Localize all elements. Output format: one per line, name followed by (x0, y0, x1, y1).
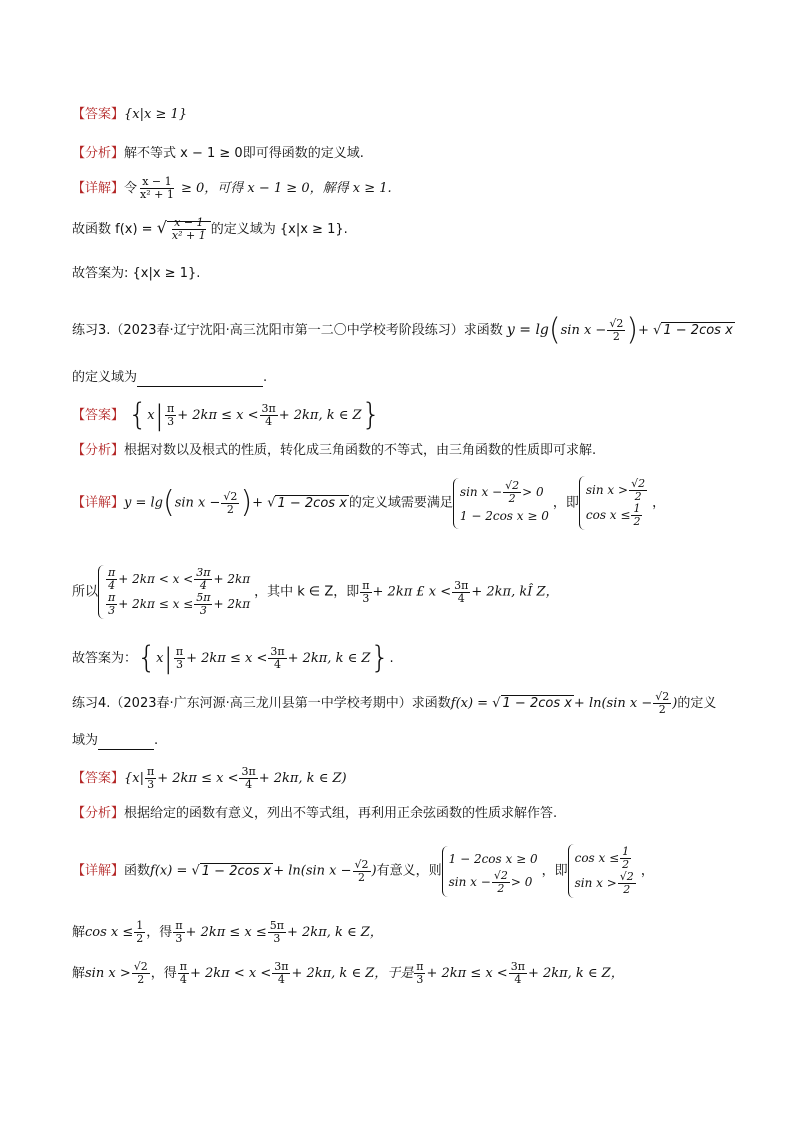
exercise-4-title-text: 练习4.（2023春·广东河源·高三龙川县第一中学校考期中）求函数 (72, 696, 451, 711)
numerator: π (362, 578, 370, 592)
inequality-system-3 (98, 565, 254, 619)
inequality-system-4a (442, 846, 542, 897)
solve-f: + 2kπ, k ∈ Z， (527, 966, 624, 981)
detail-then: ，即 (541, 863, 568, 879)
denominator: 3 (176, 658, 183, 671)
denominator: 2 (634, 490, 642, 503)
numerator: π (179, 960, 187, 973)
paren-open: ( (548, 312, 561, 348)
denominator: 3 (416, 973, 424, 986)
detail-line-4: 【详解】函数f(x) = √ 1 − 2cos x + ln(sin x − $\frac{√2}{2}$ )有意义，则 1 − 2cos x ≥ 0 sin x − $\frac{√2}{2}$ > 0 ，即 cos x ≤ $\frac{1}{2}$ sin x > $\frac{√2}{2}$ ， (72, 845, 654, 896)
solve-a: sin x > (85, 966, 131, 981)
solve-e: + 2kπ ≤ x < (426, 966, 508, 981)
numerator: 3π (510, 960, 525, 973)
numerator: x − 1 (174, 216, 204, 229)
exercise-4-line2 (72, 732, 158, 750)
answer-tag: 【答案】 (72, 408, 125, 423)
func-sin: sin x − (560, 323, 607, 338)
numerator: π (416, 960, 424, 973)
sys-row: cos x ≤ (585, 508, 631, 522)
numerator: 3π (274, 960, 289, 973)
answer-blank (98, 737, 154, 750)
plus: + (252, 495, 268, 511)
solve-line-1 (72, 920, 383, 945)
denominator: 2 (136, 932, 144, 945)
exercise-4-line2-text: 域为 (72, 733, 99, 748)
detail-tag: 【详解】 (72, 181, 125, 196)
numerator: 3π (196, 566, 211, 579)
detail-pre: 函数 (124, 863, 151, 879)
answer-tag: 【答案】 (72, 107, 125, 122)
exercise-3-title (72, 312, 735, 348)
set-end: + 2kπ, k ∈ Z (287, 651, 371, 666)
numerator: 1 (136, 919, 144, 932)
exercise-3-line2-text: 的定义域为 (72, 370, 138, 385)
denominator: x² + 1 (171, 229, 206, 242)
comma: ， (652, 495, 666, 511)
numerator: x − 1 (142, 175, 172, 188)
denominator: 3 (108, 604, 116, 617)
analysis-tag: 【分析】 (72, 806, 125, 821)
numerator: 5π (269, 919, 285, 932)
paren-close: ) (672, 696, 678, 711)
solve-c: + 2kπ < x < (189, 966, 272, 981)
numerator: 3π (270, 645, 285, 658)
sys-row: sin x − (448, 874, 491, 889)
solve-b: ，得 (146, 925, 173, 940)
denominator: 3 (362, 591, 370, 605)
exercise-4-title: 练习4.（2023春·广东河源·高三龙川县第一中学校考期中）求函数f(x) = √ 1 − 2cos x + ln(sin x − $\frac{√2}{2}$ )的定义 (72, 690, 717, 716)
analysis-text: 根据对数以及根式的性质，转化成三角函数的不等式，由三角函数的性质即可求解. (124, 443, 597, 458)
sys-row: + 2kπ ≤ x ≤ (118, 597, 194, 611)
detail-line-1 (72, 176, 392, 201)
period: . (389, 651, 394, 666)
func-sin: sin x − (174, 495, 221, 511)
denominator: 2 (623, 883, 631, 896)
numerator: √2 (505, 478, 520, 492)
exercise-3-title-text: 练习3.（2023春·辽宁沈阳·高三沈阳市第一二〇中学校考阶段练习）求函数 (72, 323, 503, 338)
sqrt-body: 1 − 2cos x (277, 495, 347, 511)
solve-line-2 (72, 961, 624, 986)
analysis-line-3 (72, 442, 596, 460)
numerator: 1 (622, 845, 630, 858)
so-text: 所以 (72, 584, 99, 600)
sys-row: 1 − 2cos x ≥ 0 (459, 508, 549, 523)
fraction (138, 176, 176, 201)
sys-row: 1 − 2cos x ≥ 0 (448, 851, 538, 866)
where-text: ，其中 k ∈ Z，即 (254, 584, 360, 600)
numerator: √2 (133, 960, 148, 973)
sqrt-body: 1 − 2cos x (201, 863, 272, 879)
inequality-system-4b (568, 844, 641, 898)
solve-b: ，得 (150, 966, 177, 981)
denominator: 2 (658, 703, 666, 716)
numerator: √2 (223, 489, 238, 503)
analysis-tag: 【分析】 (72, 146, 125, 161)
func-lg: y = lg (506, 322, 549, 338)
numerator: 5π (196, 591, 211, 604)
inequality-system-1 (453, 478, 553, 529)
sqrt-sign: √ (156, 218, 167, 237)
numerator: π (167, 402, 175, 415)
denominator: 4 (245, 778, 253, 791)
answer-line-1 (72, 106, 187, 124)
answer-tag: 【答案】 (72, 771, 125, 786)
domain-line-1 (72, 217, 348, 242)
denominator: 4 (277, 973, 285, 986)
numerator: 3π (241, 765, 256, 778)
denominator: 3 (199, 604, 207, 617)
numerator: √2 (655, 690, 670, 703)
func-lg: y = lg (124, 495, 163, 511)
result-mid: + 2kπ £ x < (372, 584, 452, 600)
detail-mid: 有意义，则 (376, 863, 442, 879)
domain-text-post: 的定义域为 {x|x ≥ 1}. (210, 222, 348, 237)
sys-row: sin x > (585, 483, 629, 497)
sys-row: sin x > (574, 876, 617, 890)
denominator: 2 (612, 330, 620, 343)
detail-text: 令 (124, 181, 138, 196)
solve-c: + 2kπ ≤ x ≤ (185, 925, 267, 940)
bar: | (154, 398, 165, 432)
detail-math: ≥ 0，可得 x − 1 ≥ 0，解得 x ≥ 1. (176, 181, 392, 196)
sys-row: sin x − (459, 484, 503, 499)
sqrt-body: 1 − 2cos x (663, 323, 733, 338)
answer-end: + 2kπ, k ∈ Z (278, 408, 362, 423)
answer-start: {x| (124, 771, 144, 786)
title-end: 的定义 (677, 696, 717, 711)
detail-tag: 【详解】 (72, 495, 125, 511)
solve-d: + 2kπ, k ∈ Z， (287, 925, 383, 940)
denominator: 4 (108, 579, 116, 592)
analysis-line-4 (72, 805, 557, 823)
sqrt-body: 1 − 2cos x (502, 696, 572, 711)
detail-mid: 的定义域需要满足 (348, 495, 453, 511)
func-f: f(x) = (150, 863, 188, 879)
solve-pre: 解 (72, 966, 86, 981)
numerator: π (175, 919, 183, 932)
answer-end: + 2kπ, k ∈ Z) (258, 771, 347, 786)
numerator: 3π (261, 402, 276, 415)
solve-a: cos x ≤ (85, 925, 134, 940)
conclusion-text: 故答案为: {x|x ≥ 1}. (72, 266, 201, 281)
conclusion-line-3: 故答案为：{x| $\frac{\pi}{3}$ + 2kπ ≤ x < $\frac{3\pi}{4}$ + 2kπ, k ∈ Z}. (72, 640, 394, 676)
denominator: 3 (147, 778, 155, 791)
sys-row: > 0 (522, 484, 544, 499)
inequality-system-2 (579, 476, 652, 530)
analysis-text: 根据给定的函数有意义，列出不等式组，再利用正余弦函数的性质求解作答. (124, 806, 558, 821)
analysis-text: 解不等式 x − 1 ≥ 0即可得函数的定义域. (124, 146, 364, 161)
numerator: π (147, 765, 155, 778)
set-mid: + 2kπ ≤ x < (186, 651, 268, 666)
conclusion-line-1 (72, 265, 200, 283)
denominator: 2 (508, 491, 516, 505)
comma: ， (640, 863, 654, 879)
analysis-tag: 【分析】 (72, 443, 125, 458)
sqrt-sign: √ (653, 323, 662, 338)
result-end: + 2kπ, kÎ Z， (471, 584, 559, 600)
answer-blank (137, 374, 263, 387)
answer-mid: + 2kπ ≤ x < (157, 771, 239, 786)
denominator: 4 (179, 973, 187, 986)
sqrt-body (167, 216, 211, 242)
denominator: 4 (514, 973, 522, 986)
brace-open: { (128, 397, 148, 433)
detail-tag: 【详解】 (72, 863, 125, 879)
denominator: x² + 1 (140, 188, 174, 201)
sys-row: cos x ≤ (574, 851, 620, 865)
denominator: 3 (167, 415, 175, 428)
conclusion-text: 故答案为： (72, 651, 138, 666)
answer-mid: + 2kπ ≤ x < (177, 408, 259, 423)
denominator: 4 (273, 658, 281, 671)
brace-close: } (361, 397, 381, 433)
numerator: 1 (633, 502, 641, 515)
sqrt2-over-2 (607, 318, 625, 343)
denominator: 3 (175, 932, 183, 945)
denominator: 4 (199, 579, 207, 592)
denominator: 2 (358, 870, 366, 884)
denominator: 2 (622, 858, 630, 871)
answer-value: {x|x ≥ 1} (124, 107, 188, 122)
solve-pre: 解 (72, 925, 86, 940)
period: . (154, 733, 159, 748)
detail-line-3: 【详解】y = lg(sin x − $\frac{√2}{2}$ )+ √ 1 − 2cos x 的定义域需要满足 sin x − $\frac{√2}{2}$ > 0 1 − 2cos x ≥ 0 ，即 sin x > $\frac{√2}{2}$ cos x ≤ $\frac{1}{2}$ ， (72, 477, 666, 528)
plus: + (638, 323, 654, 338)
numerator: 3π (454, 578, 469, 592)
numerator: √2 (354, 857, 369, 871)
paren-close: ) (626, 312, 639, 348)
numerator: √2 (493, 868, 508, 882)
numerator: √2 (631, 477, 646, 490)
denominator: 2 (226, 502, 234, 516)
period: . (263, 370, 268, 385)
sys-row: + 2kπ (213, 597, 251, 611)
denominator: 4 (265, 415, 273, 428)
numerator: π (108, 591, 116, 604)
numerator: √2 (619, 870, 634, 883)
sys-row: + 2kπ (213, 572, 251, 586)
sys-row: + 2kπ < x < (118, 572, 194, 586)
func-ln: + ln(sin x − (573, 696, 653, 711)
domain-text-pre: 故函数 f(x) = (72, 222, 153, 237)
denominator: 2 (137, 973, 145, 986)
answer-line-3 (72, 397, 381, 433)
so-line-3 (72, 565, 559, 619)
denominator: 4 (457, 591, 465, 605)
func-ln: + ln(sin x − (273, 863, 352, 879)
answer-x: x (147, 408, 155, 423)
answer-line-4 (72, 766, 347, 791)
denominator: 2 (633, 515, 641, 528)
detail-then: ，即 (552, 495, 579, 511)
denominator: 2 (497, 881, 505, 895)
numerator: π (175, 645, 184, 658)
denominator: 3 (273, 932, 281, 945)
analysis-line-1 (72, 145, 364, 163)
set-x: x (156, 651, 164, 666)
solve-d: + 2kπ, k ∈ Z，于是 (291, 966, 414, 981)
exercise-3-line2 (72, 369, 267, 387)
paren-close: ) (371, 863, 377, 879)
func-f: f(x) = (450, 696, 489, 711)
numerator: π (108, 566, 116, 579)
sys-row: > 0 (510, 874, 533, 889)
numerator: √2 (609, 317, 624, 330)
